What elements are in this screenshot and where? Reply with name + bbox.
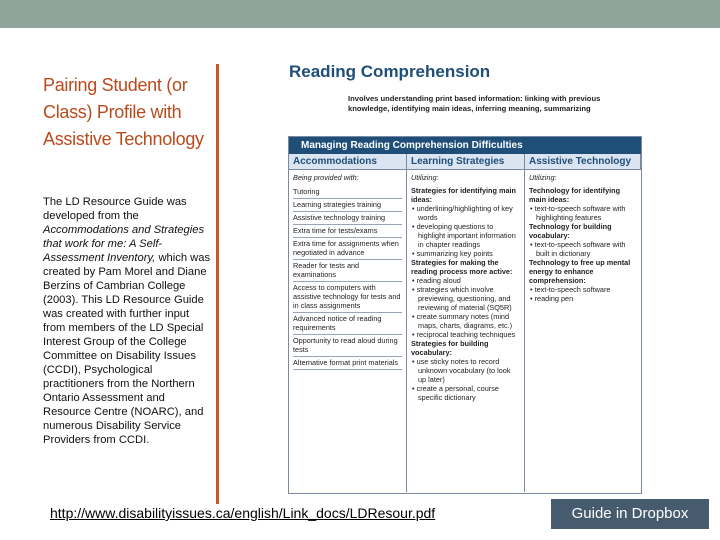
list-item: Tutoring <box>293 186 402 199</box>
slide-title: Pairing Student (or Class) Profile with Assistive Technology <box>43 75 204 149</box>
slide-body-text <box>43 195 211 447</box>
list-item: • reading aloud <box>412 276 461 285</box>
body-paragraph <box>43 195 211 447</box>
column-header-assistive-technology: Assistive Technology <box>525 154 641 169</box>
list-item: Access to computers with assistive technology for tests and in class assignments <box>293 282 402 313</box>
list-item: • underlining/highlighting of key words <box>412 204 513 222</box>
strategy-heading: Strategies for building vocabulary: <box>411 339 489 357</box>
list-item: • reciprocal teaching techniques <box>412 330 516 339</box>
column-lead: Being provided with: <box>293 173 359 182</box>
table-column-headers <box>289 154 641 170</box>
list-item: • text-to-speech software with built in dictionary <box>530 240 626 258</box>
list-item: Assistive technology training <box>293 212 402 225</box>
list-item: • developing questions to highlight important information in chapter readings <box>412 222 516 249</box>
list-item: Extra time for assignments when negotiated in advance <box>293 238 402 260</box>
body-text-part-3: which was created by Pam Morel and Diane Berzins of Cambrian College (2003). This LD Resource Guide was created with further input from members of the LD Special Interest Group of the College Committee on Disability Issues (CCDI), Psychological practitioners from the Northern Ontario Assessment and Resource Centre (NOARC), and numerous Disability Service Providers from CCDI. <box>43 252 211 446</box>
technology-heading: Technology for identifying main ideas: <box>529 186 621 204</box>
figure-subtitle: Involves understanding print based information: linking with previous knowledge, identifying main ideas, inferring meaning, summarizing <box>348 94 601 113</box>
vertical-divider <box>216 64 219 504</box>
list-item: Extra time for tests/exams <box>293 225 402 238</box>
strategy-heading: Strategies for making the reading process more active: <box>411 258 513 276</box>
body-text-emphasis: Accommodations and Strategies that work for me: A Self-Assessment Inventory, <box>43 224 205 264</box>
assistive-technology-column <box>525 170 641 492</box>
list-item: • create summary notes (mind maps, charts, diagrams, etc.) <box>412 312 513 330</box>
figure-heading: Reading Comprehension <box>289 62 491 81</box>
list-item: • use sticky notes to record unknown vocabulary (to look up later) <box>412 357 511 384</box>
list-item: • text-to-speech software with highlighting features <box>530 204 626 222</box>
list-item: • strategies which involve previewing, questioning, and reviewing of material (SQ5R) <box>412 285 512 312</box>
list-item: • reading pen <box>530 294 574 303</box>
top-bar <box>0 0 720 28</box>
learning-strategies-column <box>407 170 525 492</box>
column-header-accommodations: Accommodations <box>289 154 407 169</box>
strategy-heading: Strategies for identifying main ideas: <box>411 186 517 204</box>
strategies-table <box>288 136 642 494</box>
list-item: • summarizing key points <box>412 249 493 258</box>
list-item: • create a personal, course specific dictionary <box>412 384 499 402</box>
list-item: Learning strategies training <box>293 199 402 212</box>
list-item: Alternative format print materials <box>293 357 402 370</box>
table-title: Managing Reading Comprehension Difficulties <box>289 137 641 154</box>
column-header-learning-strategies: Learning Strategies <box>407 154 525 169</box>
list-item: • text-to-speech software <box>530 285 611 294</box>
guide-in-dropbox-button[interactable]: Guide in Dropbox <box>551 499 709 529</box>
technology-heading: Technology for building vocabulary: <box>529 222 612 240</box>
list-item: Opportunity to read aloud during tests <box>293 335 402 357</box>
accommodations-column <box>289 170 407 492</box>
column-lead: Utilizing: <box>411 173 439 182</box>
body-text-part-1: The LD Resource Guide was developed from the <box>43 196 187 222</box>
list-item: Reader for tests and examinations <box>293 260 402 282</box>
list-item: Advanced notice of reading requirements <box>293 313 402 335</box>
technology-heading: Technology to free up mental energy to enhance comprehension: <box>529 258 631 285</box>
resource-guide-link[interactable]: http://www.disabilityissues.ca/english/Link_docs/LDResour.pdf <box>50 505 436 521</box>
column-lead: Utilizing: <box>529 173 557 182</box>
